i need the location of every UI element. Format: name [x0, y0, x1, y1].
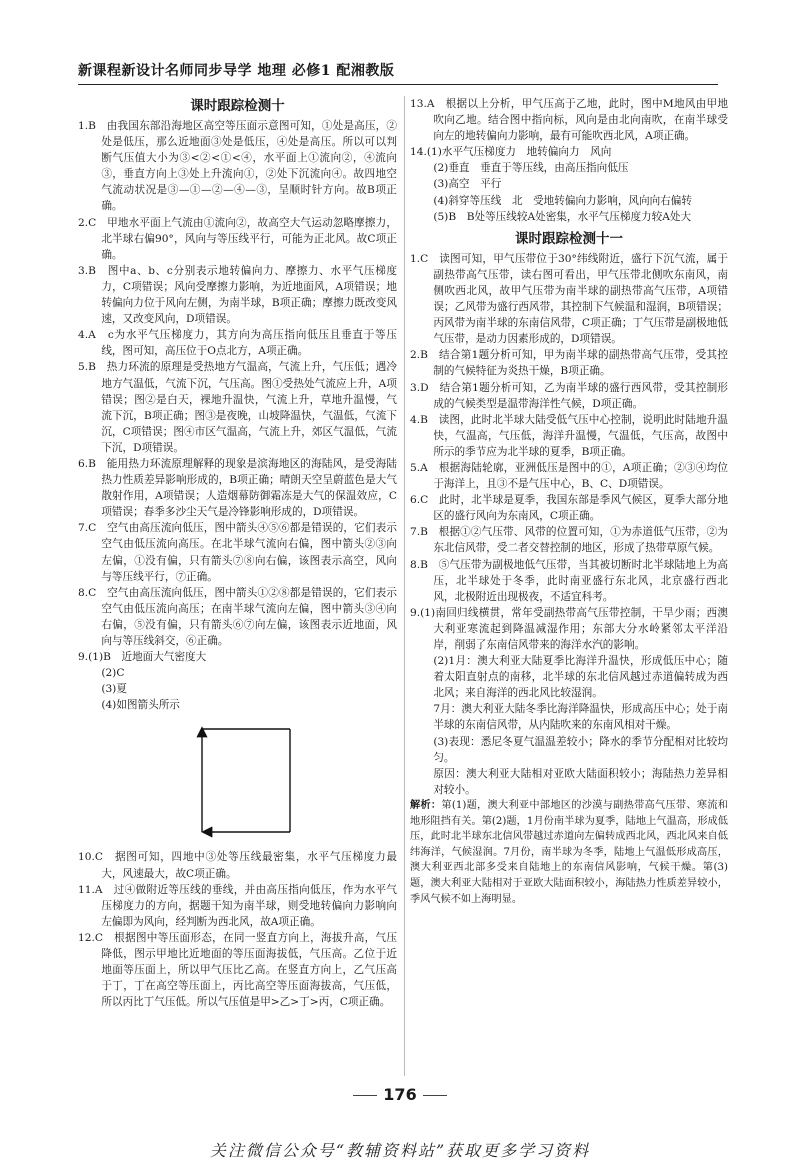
answer-item: 6.C 此时，北半球是夏季，我国东部是季风气候区，夏季大部分地区的盛行风向为东南风，C项正确。 — [410, 494, 728, 523]
answer-item: 13.A 根据以上分析，甲气压高于乙地，此时，图中M地风由甲地吹向乙地。结合图中指向标，风向是由北向南吹，在南半球受向左的地转偏向力影响，最有可能吹西北风，A项正确。 — [410, 98, 728, 143]
answer-subitem: (3)夏 — [101, 683, 127, 696]
answer-subitem: (2)1月：澳大利亚大陆夏季比海洋升温快，形成低压中心；随着太阳直射点的南移，北半球的东北信风越过赤道偏转成为西北风；来自海洋的西北风比较湿润。 — [433, 655, 728, 700]
answer-subitem: (3)表现：悉尼冬夏气温温差较小；降水的季节分配相对比较均匀。 — [433, 735, 728, 764]
answer-item: 4.A c为水平气压梯度力，其方向为高压指向低压且垂直于等压线，图可知，高压位于O点北方，A项正确。 — [78, 329, 397, 358]
answer-item: 14.(1)水平气压梯度力 地转偏向力 风向 — [410, 146, 612, 159]
right-column — [410, 96, 728, 907]
left-column — [78, 96, 397, 1010]
page-number — [0, 1085, 800, 1104]
section-title-11: 课时跟踪检测十一 — [515, 230, 623, 247]
answer-subitem: (5)B B处等压线较A处密集，水平气压梯度力较A处大 — [433, 210, 692, 223]
column-divider — [404, 96, 405, 1076]
page-number-dash-right — [423, 1095, 447, 1096]
answer-item: 2.C 甲地水平面上气流由①流向②，故高空大气运动忽略摩擦力，北半球右偏90°，风向与等压线平行，可能为正北风。故C项正确。 — [78, 216, 397, 261]
answer-subitem: (4)斜穿等压线 北 受地转偏向力影响，风向向右偏转 — [433, 194, 692, 207]
analysis-text: 第(1)题，澳大利亚中部地区的沙漠与副热带高气压带、寒流和地形阻挡有关。第(2)题，1月份南半球为夏季，陆地上气温高，形成低压，此时北半球东北信风带越过赤道向左偏转成西北风，西北风来自低纬海洋，气候湿润。7月份，南半球为冬季，陆地上气温低形成高压，澳大利亚西北部多受来自陆地上的东南信风影响，气候干燥。第(3)题，澳大利亚大陆相对于亚欧大陆面积较小，海陆热力性质差异较小，季风气候不如上海明显。 — [410, 799, 728, 905]
answer-item: 10.C 据图可知，四地中③处等压线最密集，水平气压梯度力最大，风速最大，故C项正确。 — [78, 851, 397, 880]
answer-item: 5.A 根据海陆轮廓，亚洲低压是图中的①，A项正确；②③④均位于海洋上，且③不是气压中心，B、C、D项错误。 — [410, 461, 728, 491]
answer-item: 6.B 能用热力环流原理解释的现象是滨海地区的海陆风，是受海陆热力性质差异影响形成的，B项正确；晴朗天空呈蔚蓝色是大气散射作用，A项错误；人造烟幕防御霜冻是大气的保温效应，C项错误；春季多沙尘天气是冷锋影响形成的，D项错误。 — [78, 457, 397, 519]
answer-item: 3.B 图中a、b、c分别表示地转偏向力、摩擦力、水平气压梯度力，C项错误；风向受摩擦力影响，为近地面风，A项错误；地转偏向力位于风向左侧，为南半球，B项正确；摩擦力既改变风速，又改变风向，D项错误。 — [78, 264, 397, 326]
answer-item: 2.B 结合第1题分析可知，甲为南半球的副热带高气压带，受其控制的气候特征为炎热干燥，B项正确。 — [410, 349, 728, 378]
answer-item: 9.(1)南回归线横贯，常年受副热带高气压带控制，干旱少雨；西澳大利亚寒流起到降温减湿作用；东部大分水岭紧邻太平洋沿岸，削弱了东南信风带来的海洋水汽的影响。 — [410, 606, 728, 651]
analysis-label: 解析： — [410, 799, 442, 811]
page-number-dash-left — [353, 1095, 377, 1096]
answer-item: 1.C 读图可知，甲气压带位于30°纬线附近，盛行下沉气流，属于副热带高气压带，读右图可看出，甲气压带北侧吹东南风，南侧吹西北风，故甲气压带为南半球的副热带高气压带，A项错误；乙风带为盛行西风带，其控制下气候温和湿润，B项错误；丙风带为南半球的东南信风带，C项正确；丁气压带是副极地低气压带，是动力因素形成的，D项错误。 — [410, 252, 728, 346]
footer-promo: 关注微信公众号“教辅资料站”获取更多学习资料 — [209, 1141, 591, 1160]
answer-item: 9.(1)B 近地面大气密度大 — [78, 651, 207, 664]
answer-subitem: (2)垂直 垂直于等压线，由高压指向低压 — [433, 162, 629, 175]
answer-item: 12.C 根据图中等压面形态，在同一竖直方向上，海拔升高，气压降低，图示甲地比近地面的等压面海拔低，气压高。乙位于近地面等压面上，所以甲气压比乙高。在竖直方向上，乙气压高于丁，丁在高空等压面上，丙比高空等压面海拔高，气压低，所以丙比丁气压低。所以气压值是甲>乙>丁>丙，C项正确。 — [78, 931, 397, 1009]
page-number-value: 176 — [383, 1085, 417, 1104]
section-title-10: 课时跟踪检测十 — [190, 98, 285, 114]
answer-item: 7.C 空气由高压流向低压，图中箭头④⑤⑥都是错误的，它们表示空气由低压流向高压。在北半球气流向右偏，图中箭头②③向左偏，①没有偏，只有箭头⑦⑧向右偏，该图表示高空，风向与等压线平行，⑦正确。 — [78, 522, 397, 583]
answer-subitem: 7月：澳大利亚大陆冬季比海洋降温快，形成高压中心；处于南半球的东南信风带，从内陆吹来的东南风相对干燥。 — [433, 703, 728, 732]
answer-item: 11.A 过④做附近等压线的垂线，并由高压指向低压，作为水平气压梯度力的方向，据题干知为南半球，则受地转偏向力影响向左偏即为风向，经判断为西北风，故A项正确。 — [78, 883, 397, 928]
answer-item: 1.B 由我国东部沿海地区高空等压面示意图可知，①处是高压，②处是低压，那么近地面③处是低压，④处是高压。所以可以判断气压值大小为③<②<①<④，水平面上①流向②，④流向③，垂直方向上③处上升流向①，②处下沉流向④。故四地空气流动状况是③—①—②—④—③，呈顺时针方向。故B项正确。 — [78, 120, 397, 213]
answer-item: 4.B 读图，此时北半球大陆受低气压中心控制，说明此时陆地升温快，气温高，气压低，海洋升温慢，气温低，气压高，故图中所示的季节应为北半球的夏季，B项正确。 — [410, 413, 728, 458]
answer-item: 5.B 热力环流的原理是受热地方气温高，气流上升，气压低；遇冷地方气温低，气流下沉，气压高。图①受热处气流应上升，A项错误；图②是白天，裸地升温快，气流上升，草地升温慢，气流下沉，B项正确；图③是夜晚，山坡降温快，气温低，气流下沉，C项错误；图④市区气温高，气流上升，郊区气温低，气流下沉，D项错误。 — [78, 361, 397, 454]
answer-subitem: (3)高空 平行 — [433, 178, 502, 191]
answer-subitem: (2)C — [101, 667, 125, 680]
answer-subitem: 原因：澳大利亚大陆相对亚欧大陆面积较小；海陆热力差异相对较小。 — [433, 767, 728, 796]
page-header — [78, 60, 718, 85]
answer-item: 3.D 结合第1题分析可知，乙为南半球的盛行西风带，受其控制形成的气候类型是温带海洋性气候，D项正确。 — [410, 381, 728, 410]
answer-subitem: (4)如图箭头所示 — [101, 699, 180, 712]
header-title: 新课程新设计名师同步导学 地理 必修1 配湘教版 — [78, 63, 395, 79]
analysis-note — [410, 798, 728, 907]
answer-item: 8.C 空气由高压流向低压，图中箭头①②⑧都是错误的，它们表示空气由低压流向高压；在南半球气流向左偏，图中箭头③④向右偏，⑤没有偏，只有箭头⑥⑦向左偏，该图表示近地面，风向与等压线斜交，⑥正确。 — [78, 586, 397, 647]
circulation-arrow-diagram — [190, 717, 350, 847]
answer-item: 8.B ⑤气压带为副极地低气压带，当其被切断时北半球陆地上为高压，北半球处于冬季，此时南亚盛行东北风，北京盛行西北风，北极附近出现极夜，不适宜科考。 — [410, 558, 728, 603]
answer-item: 7.B 根据①②气压带、风带的位置可知，①为赤道低气压带，②为东北信风带，受二者交替控制的地区，形成了热带草原气候。 — [410, 526, 728, 555]
